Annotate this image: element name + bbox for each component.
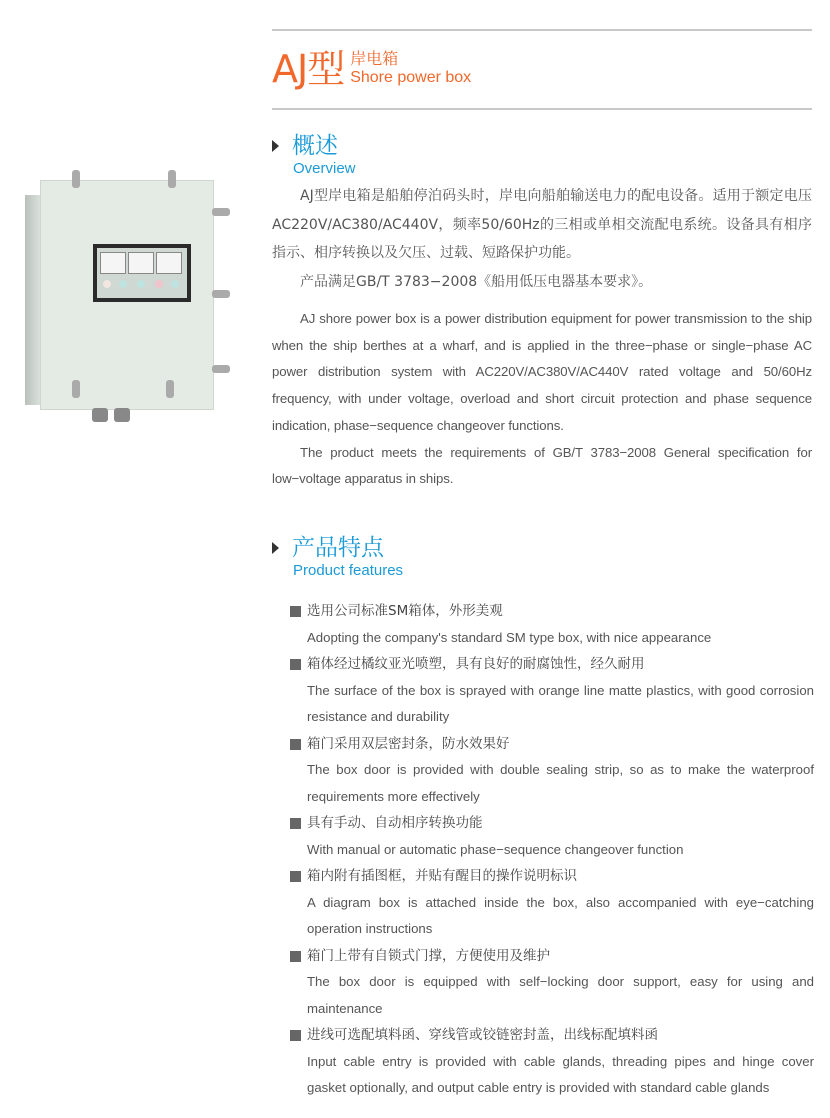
overview-standard-cn: 产品满足GB/T 3783−2008《船用低压电器基本要求》。	[300, 273, 653, 290]
overview-en-paragraph: AJ shore power box is a power distribution equipment for power transmission to the ship when the ship berthes at a wharf, and is applied in the three−phase or single−phase AC power distribution system with AC220V/AC380V/AC440V rated voltage and 50/60Hz frequency, with under voltage, overload and short circuit protection and phase sequence indication, phase−sequence changeover functions.	[272, 311, 812, 433]
feature-title: 选用公司标准SM箱体，外形美观	[290, 598, 814, 625]
triangle-bullet-icon	[272, 140, 279, 152]
feature-item	[290, 863, 814, 943]
title-divider	[272, 108, 812, 110]
feature-description: A diagram box is attached inside the box, also accompanied with eye−catching operation instructions	[307, 894, 814, 936]
feature-title: 进线可选配填料函、穿线管或铰链密封盖，出线标配填料函	[290, 1022, 814, 1049]
top-divider	[272, 29, 812, 31]
overview-cn-paragraph: AJ型岸电箱是船舶停泊码头时，岸电向船舶输送电力的配电设备。适用于额定电压AC220V/AC380/AC440V，频率50/60Hz的三相或单相交流配电系统。设备具有相序指示、相序转换以及欠压、过载、短路保护功能。	[272, 188, 812, 261]
features-heading-en: Product features	[293, 562, 404, 579]
feature-item	[290, 943, 814, 1023]
feature-description: The surface of the box is sprayed with orange line matte plastics, with good corrosion resistance and durability	[307, 682, 814, 724]
feature-description: The box door is equipped with self−locking door support, easy for using and maintenance	[307, 974, 814, 1016]
triangle-bullet-icon	[272, 542, 279, 554]
feature-item	[290, 731, 814, 811]
overview-heading-en: Overview	[293, 160, 356, 177]
overview-en-text	[272, 306, 812, 493]
feature-title: 具有手动、自动相序转换功能	[290, 810, 814, 837]
product-name-cn: 岸电箱	[350, 49, 399, 68]
feature-description: With manual or automatic phase−sequence changeover function	[307, 841, 684, 857]
overview-standard-en: The product meets the requirements of GB/T 3783−2008 General specification for low−voltage apparatus in ships.	[272, 444, 812, 487]
feature-item	[290, 598, 814, 651]
feature-item	[290, 651, 814, 731]
model-name: AJ型	[272, 47, 345, 91]
feature-description: Adopting the company's standard SM type box, with nice appearance	[307, 629, 712, 645]
feature-item	[290, 810, 814, 863]
feature-title: 箱体经过橘纹亚光喷塑，具有良好的耐腐蚀性，经久耐用	[290, 651, 814, 678]
shore-power-box-photo	[20, 150, 250, 450]
product-title	[272, 44, 471, 94]
overview-heading-cn: 概述	[292, 133, 338, 159]
overview-cn-text	[272, 182, 812, 296]
feature-title: 箱内附有插图框，并贴有醒目的操作说明标识	[290, 863, 814, 890]
feature-item	[290, 1022, 814, 1102]
feature-description: Input cable entry is provided with cable glands, threading pipes and hinge cover gasket optionally, and output cable entry is provided with standard cable glands	[307, 1053, 814, 1095]
product-name-en: Shore power box	[350, 69, 472, 86]
features-heading	[272, 534, 403, 580]
feature-title: 箱门上带有自锁式门撑，方便使用及维护	[290, 943, 814, 970]
feature-description: The box door is provided with double sealing strip, so as to make the waterproof requirements more effectively	[307, 762, 814, 804]
overview-heading	[272, 132, 356, 178]
feature-title: 箱门采用双层密封条，防水效果好	[290, 731, 814, 758]
features-list	[290, 598, 814, 1102]
features-heading-cn: 产品特点	[292, 535, 384, 561]
